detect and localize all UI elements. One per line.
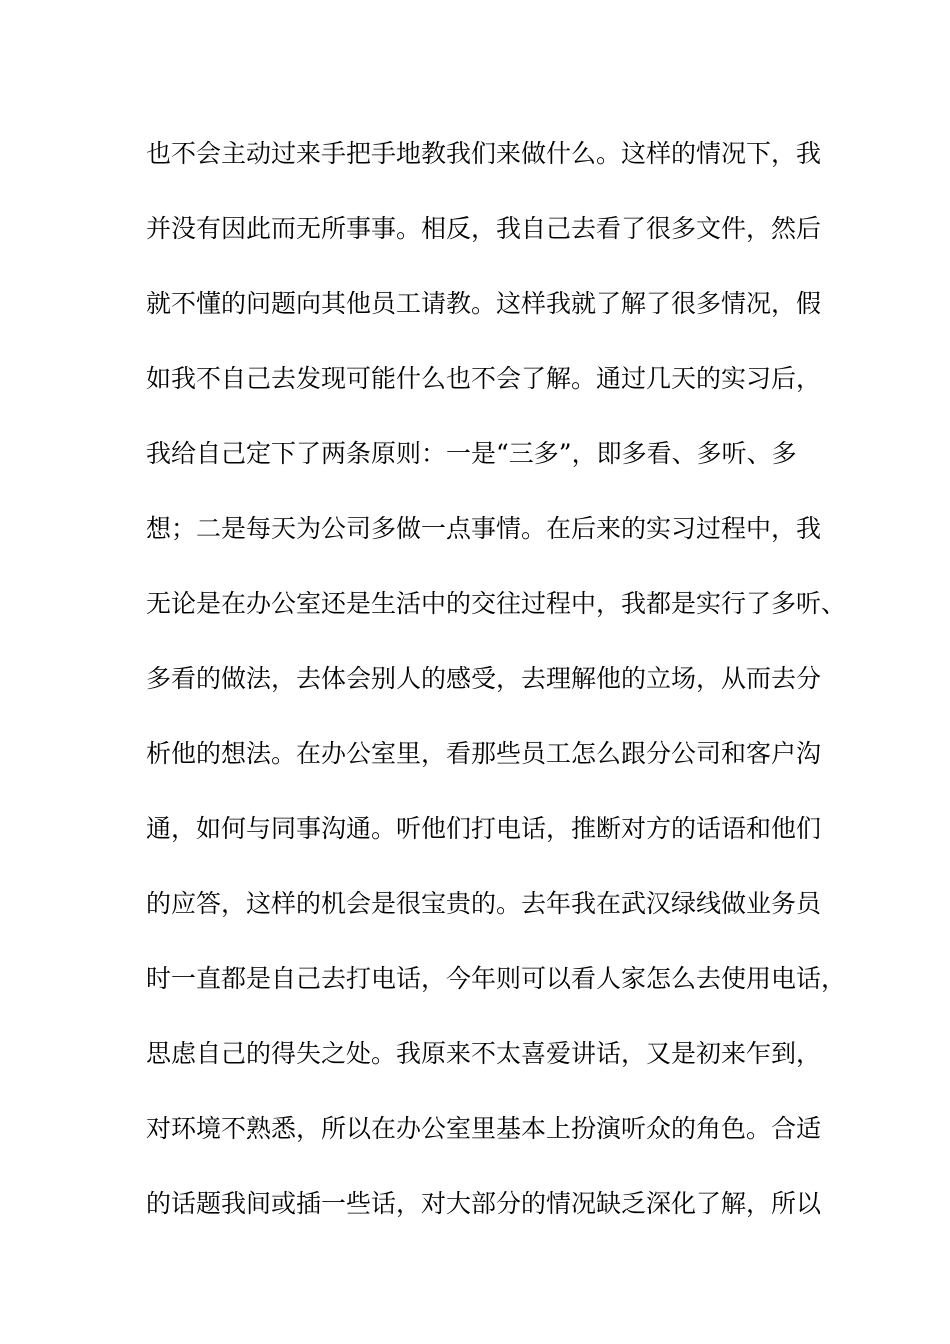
text-line: 并没有因此而无所事事。相反，我自己去看了很多文件，然后 [146, 214, 822, 243]
text-line: 通，如何与同事沟通。听他们打电话，推断对方的话语和他们 [146, 814, 822, 843]
text-line: 思虑自己的得失之处。我原来不太喜爱讲话，又是初来乍到， [146, 1039, 822, 1068]
text-line: 如我不自己去发现可能什么也不会了解。通过几天的实习后， [146, 364, 822, 393]
text-line: 就不懂的问题向其他员工请教。这样我就了解了很多情况，假 [146, 289, 822, 318]
text-line: 多看的做法，去体会别人的感受，去理解他的立场，从而去分 [146, 664, 822, 693]
body-text [146, 134, 846, 1259]
text-line: 时一直都是自己去打电话，今年则可以看人家怎么去使用电话， [146, 964, 847, 993]
text-line: 析他的想法。在办公室里，看那些员工怎么跟分公司和客户沟 [146, 739, 822, 768]
text-line: 的应答，这样的机会是很宝贵的。去年我在武汉绿线做业务员 [146, 889, 822, 918]
text-line: 也不会主动过来手把手地教我们来做什么。这样的情况下，我 [146, 139, 822, 168]
text-line: 的话题我间或插一些话，对大部分的情况缺乏深化了解，所以 [146, 1189, 822, 1218]
text-line: 对环境不熟悉，所以在办公室里基本上扮演听众的角色。合适 [146, 1114, 822, 1143]
text-line: 无论是在办公室还是生活中的交往过程中，我都是实行了多听、 [146, 589, 847, 618]
text-line: 我给自己定下了两条原则：一是“三多”，即多看、多听、多 [146, 439, 797, 468]
text-line: 想；二是每天为公司多做一点事情。在后来的实习过程中，我 [146, 514, 822, 543]
